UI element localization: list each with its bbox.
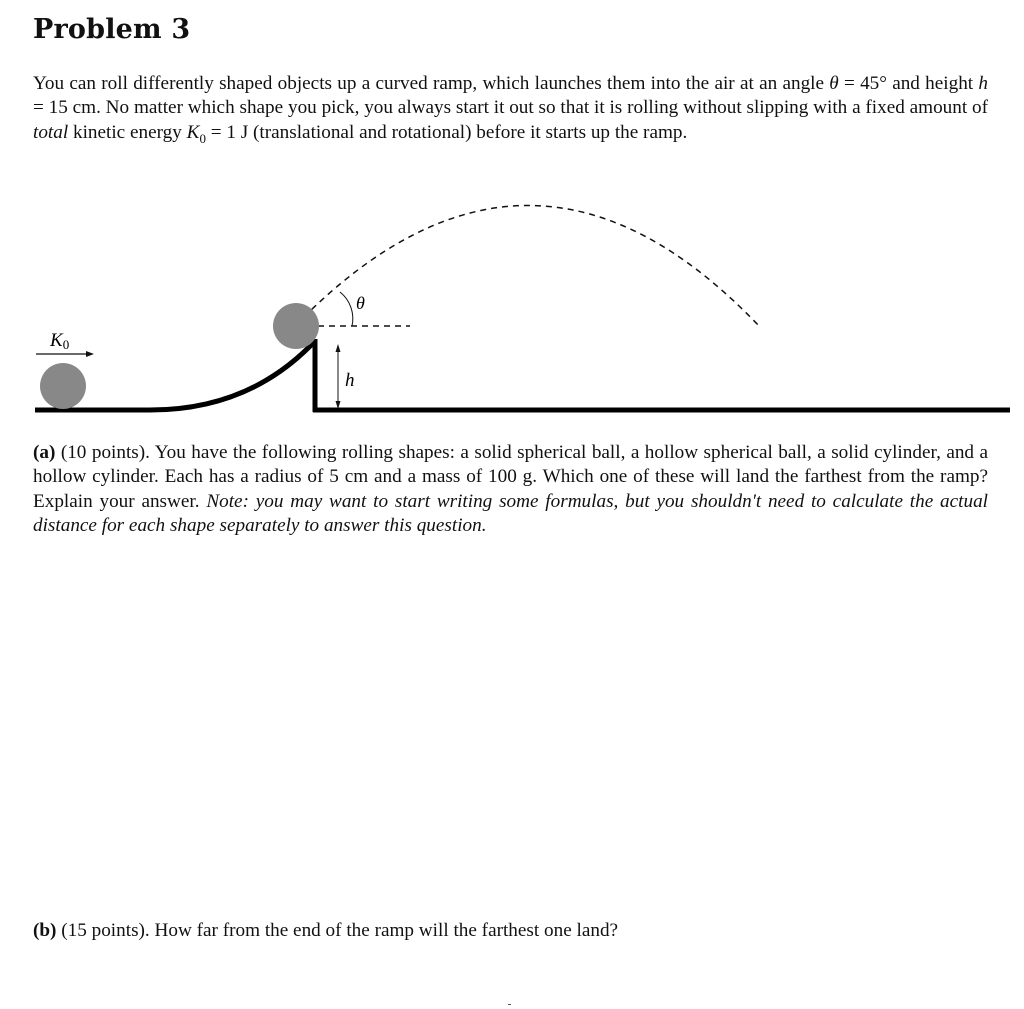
intro-run-7: K	[186, 121, 200, 143]
part-a-label: (a)	[33, 442, 56, 463]
h-arrow-top	[336, 344, 341, 352]
part-a-text: You have the following rolling shapes: a solid spherical ball, a hollow spherical ball, a solid cylinder, and a hollow cylinder. Each has a radius of 5 cm and a mass of 100 g. Which one of these will land the farthest from the ramp? Explain your answer.	[33, 442, 988, 512]
intro-run-3: h	[978, 73, 988, 94]
problem-title: Problem 3	[33, 14, 191, 45]
svg-text:K0	[49, 330, 69, 352]
intro-run-2: = 45° and height	[838, 73, 979, 94]
theta-label: θ	[356, 293, 365, 313]
k0-label: K	[50, 330, 63, 351]
intro-run-5: total	[33, 121, 69, 143]
intro-run-0: You can roll differently shaped objects up a curved ramp, which launches them into the air at an angle	[33, 73, 830, 94]
intro-run-6: kinetic energy	[68, 121, 187, 143]
ramp-diagram	[0, 200, 1024, 425]
part-a	[33, 441, 988, 539]
part-b-points: (15 points).	[61, 920, 150, 941]
k0-arrowhead	[86, 351, 94, 357]
part-b-text: How far from the end of the ramp will the farthest one land?	[154, 920, 619, 941]
intro-run-9: = 1 J (translational and rotational) before it starts up the ramp.	[205, 121, 688, 143]
k0-subscript: 0	[62, 337, 70, 352]
part-a-points: (10 points).	[60, 442, 150, 463]
curved-ramp	[150, 341, 315, 410]
launch-ball	[273, 303, 319, 349]
intro-run-4: = 15 cm. No matter which shape you pick, you always start it out so that it is rolling without slipping with a fixed amount of	[33, 97, 988, 119]
h-label: h	[345, 370, 355, 391]
intro-run-1: θ	[829, 73, 839, 94]
problem-intro	[33, 72, 988, 151]
angle-arc	[340, 292, 353, 326]
start-ball	[40, 363, 86, 409]
trajectory-dashed	[296, 205, 760, 327]
part-a-note: Note: you may want to start writing some formulas, but you shouldn't need to calculate the actual distance for each shape separately to answer this question.	[33, 490, 988, 537]
page-mark	[508, 1004, 511, 1005]
intro-run-8: 0	[199, 130, 206, 146]
part-b	[33, 919, 988, 943]
part-b-label: (b)	[33, 920, 57, 941]
